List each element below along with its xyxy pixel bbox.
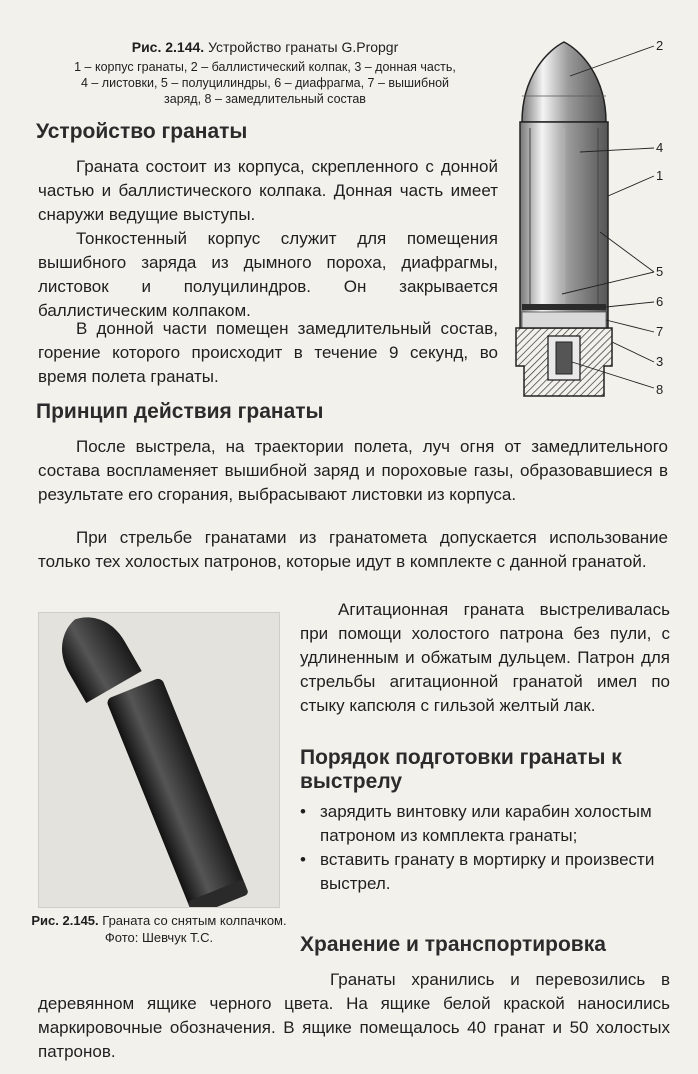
callout-label: 3 (656, 354, 664, 369)
ballistic-cap (522, 42, 606, 122)
grenade-photo (38, 612, 280, 908)
figure-2-145-caption (22, 912, 296, 946)
legend-line: 4 – листовки, 5 – полуцилиндры, 6 – диафрагма, 7 – вышибной (80, 76, 450, 90)
callout-label: 2 (656, 38, 664, 53)
section-heading: Принцип действия гранаты (36, 400, 324, 423)
legend-line: заряд, 8 – замедлительный состав (164, 92, 366, 106)
delay-composition (556, 342, 572, 374)
callout-label: 7 (656, 324, 664, 339)
callout-label: 6 (656, 294, 664, 309)
section-heading: Устройство гранаты (36, 120, 248, 143)
section-heading: Хранение и транспортировка (300, 933, 606, 956)
callout-label: 8 (656, 382, 664, 397)
paragraph: Агитационная граната выстреливалась при помощи холостого патрона без пули, с удлиненным и обжатым дульцем. Патрон для стрельбы агитационной гранатой имел по стыку капсюля с гильзой желтый лак. (300, 600, 670, 715)
paragraph: В донной части помещен замедлительный состав, горение которого происходит в течение 9 секунд, во время полета гранаты. (38, 319, 498, 386)
callout-label: 1 (656, 168, 664, 183)
paragraph: Гранаты хранились и перевозились в деревянном ящике черного цвета. На ящике белой краской наносились маркировочные обозначения. В ящике помещалось 40 гранат и 50 холостых патронов. (38, 970, 670, 1061)
paragraph: После выстрела, на траектории полета, луч огня от замедлительного состава воспламеняет вышибной заряд и пороховые газы, образовавшиеся в результате его сгорания, выбрасывают листовки из корпуса. (38, 437, 668, 504)
photo-credit: Фото: Шевчук Т.С. (104, 930, 214, 945)
callout-label: 4 (656, 140, 664, 155)
figure-label: Рис. 2.145. (31, 913, 99, 928)
paragraph: Тонкостенный корпус служит для помещения вышибного заряда из дымного пороха, диафрагмы, листовок и полуцилиндров. Он закрывается баллистическим колпаком. (38, 229, 498, 320)
figure-2-144-caption (24, 38, 506, 107)
figure-label: Рис. 2.144. (131, 39, 205, 55)
figure-legend (24, 59, 506, 107)
ejection-charge (522, 312, 606, 328)
callout-label: 5 (656, 264, 664, 279)
grenade-cross-section-diagram (508, 36, 688, 416)
paragraph: При стрельбе гранатами из гранатомета допускается использование только тех холостых патронов, которые идут в комплекте с данной гранатой. (38, 528, 668, 571)
figure-title: Граната со снятым колпачком. (102, 913, 287, 928)
section-heading: Порядок подготовки гранаты к выстрелу (300, 746, 622, 793)
list-item: • вставить гранату в мортирку и произвести выстрел. (300, 850, 655, 893)
grenade-photo-image (39, 613, 279, 907)
paragraph: Граната состоит из корпуса, скрепленного с донной частью и баллистического колпака. Донная часть имеет снаружи ведущие выступы. (38, 157, 498, 224)
list-item: • зарядить винтовку или карабин холостым патроном из комплекта гранаты; (300, 802, 652, 845)
figure-title: Устройство гранаты G.Propgr (208, 39, 399, 55)
legend-line: 1 – корпус гранаты, 2 – баллистический колпак, 3 – донная часть, (74, 60, 456, 74)
bullet-list (300, 800, 670, 896)
diaphragm (522, 304, 606, 310)
